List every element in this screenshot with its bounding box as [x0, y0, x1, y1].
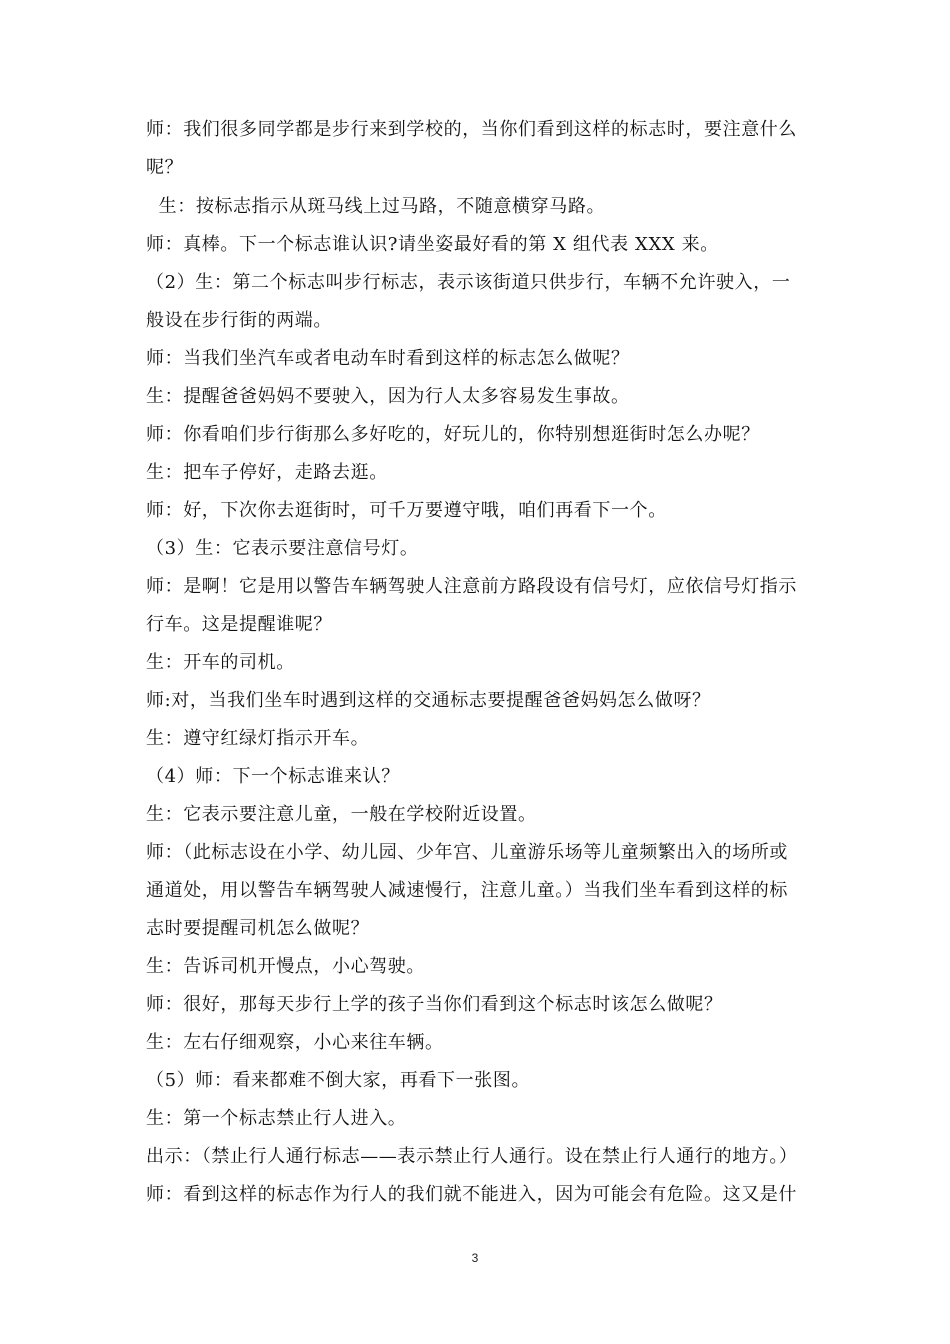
text-line: 生：遵守红绿灯指示开车。 — [146, 728, 370, 749]
text-line: （3）生：它表示要注意信号灯。 — [146, 538, 419, 559]
text-line: 师：（此标志设在小学、幼儿园、少年宫、儿童游乐场等儿童频繁出入的场所或 — [146, 842, 788, 863]
text-line: 呢？ — [146, 157, 184, 178]
text-line: 师：看到这样的标志作为行人的我们就不能进入，因为可能会有危险。这又是什 — [146, 1184, 797, 1205]
text-line: 出示：（禁止行人通行标志——表示禁止行人通行。设在禁止行人通行的地方。） — [146, 1146, 798, 1167]
text-line: 师：我们很多同学都是步行来到学校的，当你们看到这样的标志时，要注意什么 — [146, 119, 797, 140]
page-number: 3 — [471, 1251, 479, 1265]
text-line: 行车。这是提醒谁呢？ — [146, 614, 332, 635]
text-line: 生：告诉司机开慢点，小心驾驶。 — [146, 956, 425, 977]
text-line: 生：按标志指示从斑马线上过马路，不随意横穿马路。 — [146, 196, 606, 217]
text-line: 师：很好，那每天步行上学的孩子当你们看到这个标志时该怎么做呢？ — [146, 994, 723, 1015]
text-line: 师：好，下次你去逛街时，可千万要遵守哦，咱们再看下一个。 — [146, 500, 667, 521]
text-line: 志时要提醒司机怎么做呢？ — [146, 918, 370, 939]
text-line: （2）生：第二个标志叫步行标志，表示该街道只供步行，车辆不允许驶入，一 — [146, 272, 791, 293]
text-line: 生：提醒爸爸妈妈不要驶入，因为行人太多容易发生事故。 — [146, 386, 630, 407]
text-line: 通道处，用以警告车辆驾驶人减速慢行，注意儿童。）当我们坐车看到这样的标 — [146, 880, 788, 901]
text-line: 师：真棒。下一个标志谁认识?请坐姿最好看的第 X 组代表 XXX 来。 — [146, 234, 719, 255]
text-line: 生：把车子停好，走路去逛。 — [146, 462, 388, 483]
text-line: 生：开车的司机。 — [146, 652, 295, 673]
text-line: 师:对，当我们坐车时遇到这样的交通标志要提醒爸爸妈妈怎么做呀？ — [146, 690, 711, 711]
text-line: 师：当我们坐汽车或者电动车时看到这样的标志怎么做呢？ — [146, 348, 630, 369]
text-line: 生：左右仔细观察，小心来往车辆。 — [146, 1032, 444, 1053]
text-line: （4）师：下一个标志谁来认？ — [146, 766, 400, 787]
text-line: 般设在步行街的两端。 — [146, 310, 332, 331]
text-line: （5）师：看来都难不倒大家，再看下一张图。 — [146, 1070, 531, 1091]
text-line: 师：你看咱们步行街那么多好吃的，好玩儿的，你特别想逛街时怎么办呢？ — [146, 424, 760, 445]
text-line: 生：它表示要注意儿童，一般在学校附近设置。 — [146, 804, 537, 825]
text-line: 生：第一个标志禁止行人进入。 — [146, 1108, 407, 1129]
text-line: 师：是啊！它是用以警告车辆驾驶人注意前方路段设有信号灯，应依信号灯指示 — [146, 576, 797, 597]
